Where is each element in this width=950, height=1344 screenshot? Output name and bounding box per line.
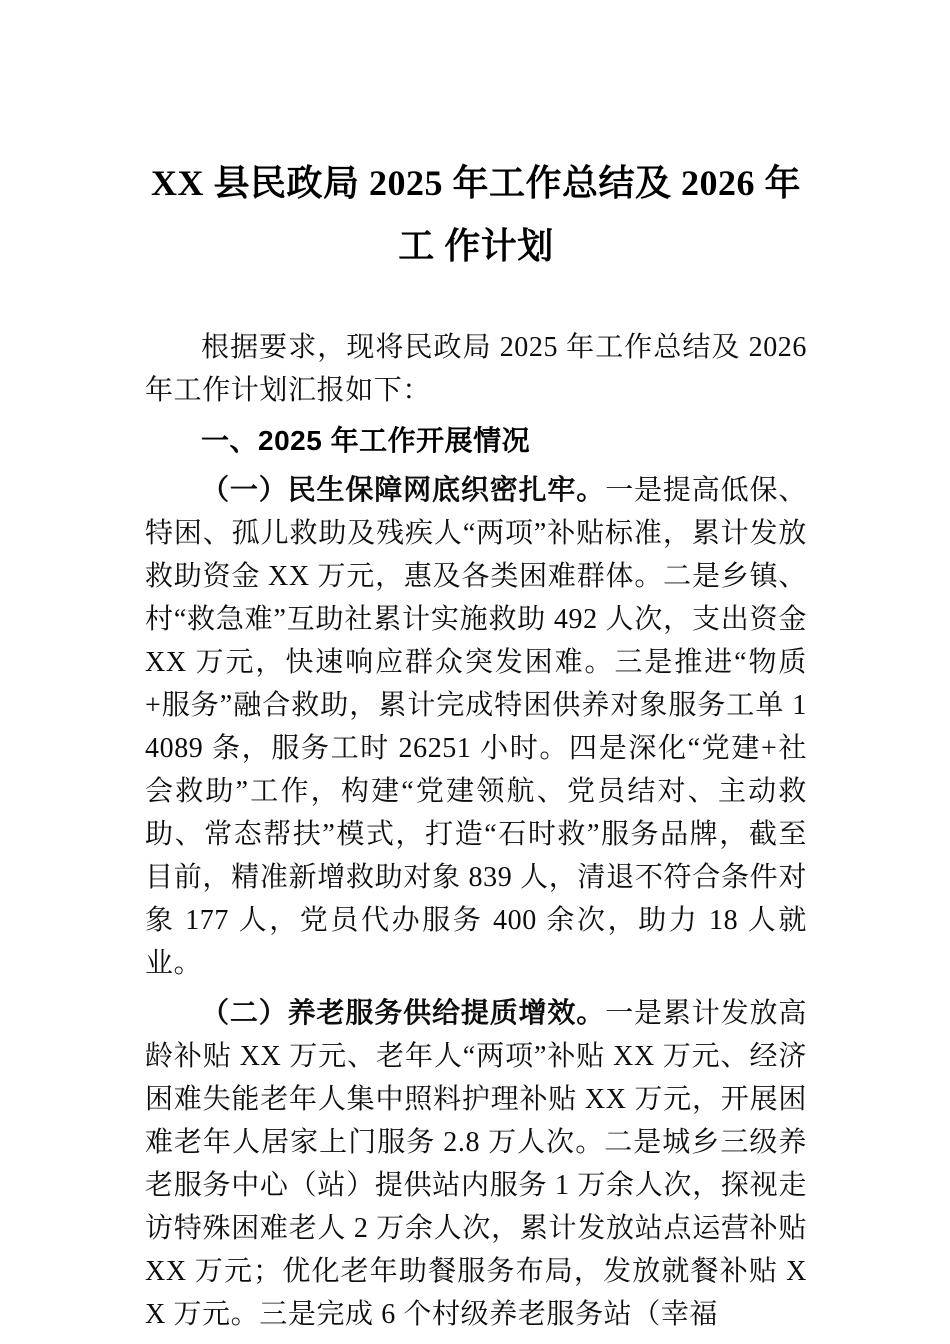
lead-paragraph: 根据要求，现将民政局 2025 年工作总结及 2026 年工作计划汇报如下：: [145, 332, 807, 406]
page-title-line-1: XX 县民政局 2025 年工作总结及 2026 年工: [151, 163, 801, 266]
section-heading-1: 一、2025 年工作开展情况: [201, 425, 531, 456]
subsection-2-paragraph: [145, 992, 807, 1336]
subsection-1-label: （一）民生保障网底织密扎牢。: [201, 475, 606, 506]
subsection-1-paragraph: [145, 469, 807, 985]
subsection-2-label: （二）养老服务供给提质增效。: [201, 998, 606, 1029]
subsection-1-text: 一是提高低保、特困、孤儿救助及残疾人“两项”补贴标准，累计发放救助资金 XX 万元，惠及各类困难群体。二是乡镇、村“救急难”互助社累计实施救助 492 人次，支出资金 XX 万元，快速响应群众突发困难。三是推进“物质+服务”融合救助，累计完成特困供养对象服务工单 14089 条，服务工时 26251 小时。四是深化“党建+社会救助”工作，构建“党建领航、党员结对、主动救助、常态帮扶”模式，打造“石时救”服务品牌，截至目前，精准新增救助对象 839 人，清退不符合条件对象 177 人，党员代办服务 400 余次，助力 18 人就业。: [145, 475, 808, 979]
page-title: [145, 0, 807, 278]
document-content: [145, 0, 807, 1336]
page-title-line-2: 作计划: [444, 226, 554, 266]
subsection-2-text: 一是累计发放高龄补贴 XX 万元、老年人“两项”补贴 XX 万元、经济困难失能老年人集中照料护理补贴 XX 万元，开展困难老年人居家上门服务 2.8 万人次。二是城乡三级养老服务中心（站）提供站内服务 1 万余人次，探视走访特殊困难老人 2 万余人次，累计发放站点运营补贴 XX 万元；优化老年助餐服务布局，发放就餐补贴 XX 万元。三是完成 6 个村级养老服务站（幸福: [145, 998, 808, 1330]
